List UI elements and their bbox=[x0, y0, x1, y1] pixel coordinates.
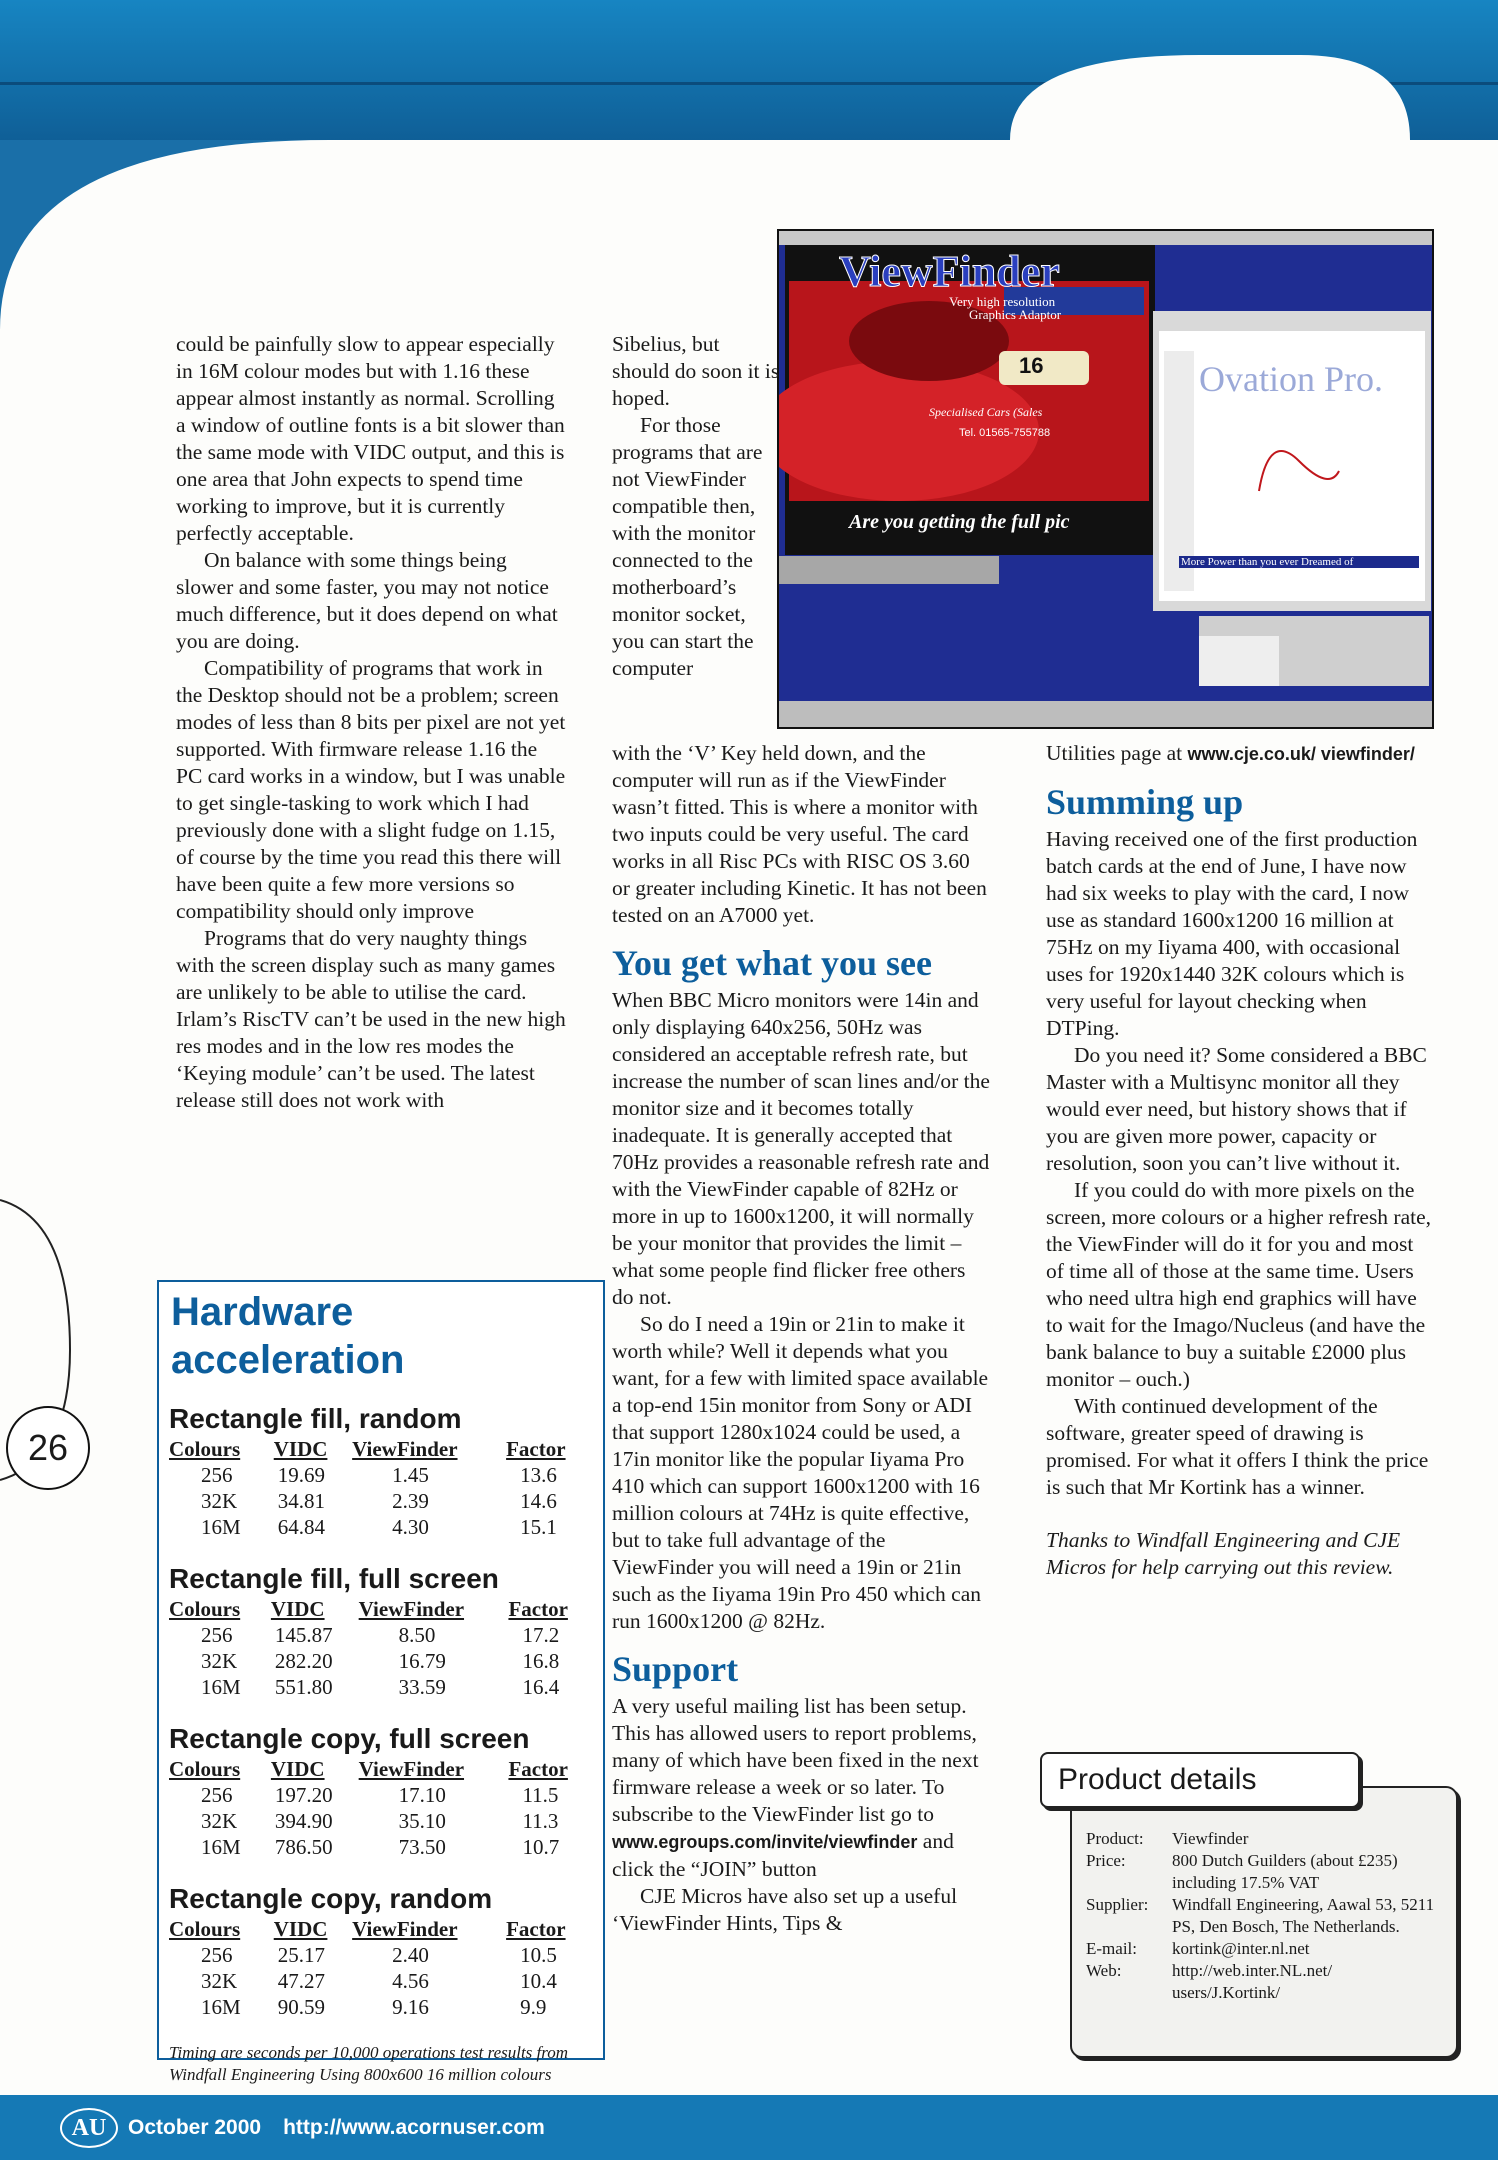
hardware-column-header: Colours bbox=[169, 1757, 241, 1781]
col1-para-2: On balance with some things being slower and some faster, you may not notice much difference, but it does depend on what you are doing. bbox=[176, 548, 558, 653]
col2-top-para-1: Sibelius, but should do soon it is hoped. bbox=[612, 332, 780, 410]
product-row bbox=[1086, 1960, 1444, 2004]
col3-para-3: If you could do with more pixels on the screen, more colours or a higher refresh rate, the ViewFinder will do it for you and most of time all of those at the same time. Users who need ultra high end graphics will have to wait for the Imago/Nucleus (and have the bank balance to buy a suitable £2000 plus monitor – ouch.) bbox=[1046, 1178, 1432, 1391]
table-cell: 197.20 bbox=[274, 1783, 333, 1807]
thanks-note: Thanks to Windfall Engineering and CJE Micros for help carrying out this review. bbox=[1046, 1528, 1401, 1579]
product-label: Supplier: bbox=[1086, 1895, 1149, 1914]
hardware-column-header: VIDC bbox=[273, 1917, 328, 1941]
table-cell: 32K bbox=[201, 1969, 238, 1993]
table-cell: 9.16 bbox=[392, 1995, 429, 2019]
hardware-sections bbox=[169, 1402, 593, 2020]
table-row bbox=[169, 1488, 593, 1514]
hardware-table bbox=[169, 1916, 593, 2020]
column-1 bbox=[176, 331, 566, 1114]
hardware-column-header: Colours bbox=[169, 1597, 241, 1621]
table-cell: 16.8 bbox=[522, 1649, 560, 1673]
table-cell: 73.50 bbox=[398, 1835, 446, 1859]
hardware-column-header: ViewFinder bbox=[358, 1597, 465, 1621]
table-row bbox=[169, 1834, 593, 1860]
product-details-title: Product details bbox=[1040, 1752, 1360, 1808]
table-row bbox=[169, 1514, 593, 1540]
hardware-section-title: Rectangle fill, full screen bbox=[169, 1563, 499, 1594]
hardware-table bbox=[169, 1436, 593, 1540]
product-value: 800 Dutch Guilders (about £235) including 17.5% VAT bbox=[1172, 1851, 1398, 1892]
table-cell: 256 bbox=[201, 1783, 233, 1807]
hardware-section-title: Rectangle copy, random bbox=[169, 1883, 493, 1914]
heading-support: Support bbox=[612, 1649, 739, 1689]
hardware-column-header: ViewFinder bbox=[352, 1917, 458, 1941]
table-cell: 16M bbox=[201, 1675, 241, 1699]
table-cell: 90.59 bbox=[277, 1995, 325, 2019]
table-cell: 10.7 bbox=[522, 1835, 560, 1859]
hardware-title: Hardware acceleration bbox=[171, 1290, 405, 1382]
hardware-column-header: ViewFinder bbox=[352, 1437, 458, 1461]
table-cell: 10.4 bbox=[520, 1969, 557, 1993]
hardware-column-header: VIDC bbox=[270, 1597, 325, 1621]
hardware-table bbox=[169, 1596, 593, 1700]
table-cell: 9.9 bbox=[520, 1995, 547, 2019]
col3-para-4: With continued development of the software, greater speed of drawing is promised. For what it offers I think the price is such that Mr Kortink has a winner. bbox=[1046, 1394, 1429, 1499]
table-row bbox=[169, 1968, 593, 1994]
col2-intro: with the ‘V’ Key held down, and the computer will run as if the ViewFinder wasn’t fitted. This is where a monitor with two inputs could be very useful. The card works in all Risc PCs with RISC OS 3.60 or greater including Kinetic. It has not been tested on an A7000 yet. bbox=[612, 741, 987, 927]
col2-para-1: When BBC Micro monitors were 14in and only displaying 640x256, 50Hz was considered an acceptable refresh rate, but increase the number of scan lines and/or the monitor size and it becomes totally inadequate. It is generally accepted that 70Hz provides a reasonable refresh rate and with the ViewFinder capable of 82Hz or more in up to 1600x1200, it will normally be your monitor that provides the limit – what some people find flicker free others do not. bbox=[612, 988, 990, 1309]
hardware-column-header: VIDC bbox=[273, 1437, 328, 1461]
table-cell: 145.87 bbox=[274, 1623, 333, 1647]
screenshot-car-tel: Tel. 01565-755788 bbox=[959, 427, 1051, 439]
cje-link[interactable]: www.cje.co.uk/ viewfinder/ bbox=[1187, 744, 1415, 764]
table-cell: 11.5 bbox=[522, 1783, 559, 1807]
product-value: Windfall Engineering, Aawal 53, 5211 PS, Den Bosch, The Netherlands. bbox=[1172, 1895, 1435, 1936]
table-row bbox=[169, 1622, 593, 1648]
table-cell: 16.4 bbox=[522, 1675, 560, 1699]
col3-para-2: Do you need it? Some considered a BBC Master with a Multisync monitor all they would ever need, but history shows that if you are given more power, capacity or resolution, soon you can’t live without it. bbox=[1046, 1043, 1427, 1175]
column-2 bbox=[612, 740, 990, 1937]
table-cell: 786.50 bbox=[274, 1835, 333, 1859]
table-cell: 64.84 bbox=[277, 1515, 325, 1539]
table-cell: 256 bbox=[201, 1623, 233, 1647]
table-cell: 17.2 bbox=[522, 1623, 560, 1647]
col1-para-4: Programs that do very naughty things with the screen display such as many games are unlikely to be able to utilise the card. Irlam’s RiscTV can’t be used in the new high res modes and in the low res modes the ‘Keying module’ can’t be used. The latest release still does not work with bbox=[176, 926, 566, 1112]
col2-para-2: So do I need a 19in or 21in to make it worth while? Well it depends what you want, for a few with limited space available a top-end 15in monitor from Sony or ADI that support 1280x1024 could be used, a 17in monitor like the popular Iiyama Pro 410 which can support 1600x1200 with 16 million colours at 74Hz is quite effective, but to take full advantage of the ViewFinder you will need a 19in or 21in such as the Iiyama 19in Pro 450 which can run 1600x1200 @ 82Hz. bbox=[612, 1312, 989, 1633]
table-cell: 19.69 bbox=[277, 1463, 325, 1487]
hardware-column-header: Colours bbox=[169, 1917, 241, 1941]
col1-para-3: Compatibility of programs that work in the Desktop should not be a problem; screen modes of less than 8 bits per pixel are not yet supported. With firmware release 1.16 the PC card works in a window, but I was unable to get single-tasking to work which I had previously done with a slight fudge on 1.15, of course by the time you read this there will have been quite a few more versions so compatibility should only improve bbox=[176, 656, 566, 923]
table-row bbox=[169, 1942, 593, 1968]
col2-para-3 bbox=[612, 1693, 990, 1883]
product-label: Web: bbox=[1086, 1961, 1122, 1980]
table-cell: 256 bbox=[201, 1943, 233, 1967]
hardware-column-header: Colours bbox=[169, 1437, 241, 1461]
hardware-section bbox=[169, 1402, 593, 1540]
product-row bbox=[1086, 1894, 1444, 1938]
col3-intro bbox=[1046, 740, 1436, 768]
hardware-column-header: Factor bbox=[506, 1917, 566, 1941]
heading-summing-up: Summing up bbox=[1046, 782, 1244, 822]
table-cell: 32K bbox=[201, 1649, 238, 1673]
screenshot-tagline: Are you getting the full pic bbox=[849, 511, 1070, 533]
table-cell: 34.81 bbox=[277, 1489, 325, 1513]
col2-top-para-2: For those programs that are not ViewFinder compatible then, with the monitor connected to the motherboard’s monitor socket, you can start the computer bbox=[612, 413, 763, 680]
table-cell: 10.5 bbox=[520, 1943, 557, 1967]
product-label: E-mail: bbox=[1086, 1939, 1137, 1958]
col3-intro-text: Utilities page at bbox=[1046, 741, 1183, 765]
table-cell: 282.20 bbox=[274, 1649, 333, 1673]
col2-para-3-text: A very useful mailing list has been setup. This has allowed users to report problems, many of which have been fixed in the next firmware release a week or so later. To subscribe to the ViewFinder list go to bbox=[612, 1694, 979, 1826]
table-cell: 256 bbox=[201, 1463, 233, 1487]
product-row bbox=[1086, 1938, 1444, 1960]
table-cell: 394.90 bbox=[274, 1809, 333, 1833]
col2-para-4: CJE Micros have also set up a useful ‘ViewFinder Hints, Tips & bbox=[612, 1884, 958, 1935]
screenshot-dtp-title: Ovation Pro. bbox=[1199, 359, 1383, 399]
table-cell: 16M bbox=[201, 1995, 241, 2019]
product-details-box bbox=[1070, 1786, 1458, 2058]
table-row bbox=[169, 1782, 593, 1808]
table-cell: 13.6 bbox=[520, 1463, 557, 1487]
screenshot-subtitle1: Very high resolution bbox=[949, 294, 1056, 309]
hardware-section-title: Rectangle fill, random bbox=[169, 1403, 462, 1434]
col1-para-1: could be painfully slow to appear especially in 16M colour modes but with 1.16 these appear almost instantly as normal. Scrolling a window of outline fonts is a bit slower than the same mode with VIDC output, and this is one area that John expects to spend time working to improve, but it is currently perfectly acceptable. bbox=[176, 332, 565, 545]
table-row bbox=[169, 1808, 593, 1834]
product-details bbox=[1040, 1752, 1435, 2058]
table-cell: 16.79 bbox=[398, 1649, 446, 1673]
viewfinder-screenshot bbox=[777, 229, 1434, 729]
product-label: Product: bbox=[1086, 1829, 1144, 1848]
table-row bbox=[169, 1994, 593, 2020]
egroups-link[interactable]: www.egroups.com/invite/viewfinder bbox=[612, 1832, 918, 1852]
table-cell: 15.1 bbox=[520, 1515, 557, 1539]
hardware-acceleration-box bbox=[157, 1280, 605, 2084]
table-cell: 1.45 bbox=[392, 1463, 429, 1487]
hardware-column-header: Factor bbox=[508, 1757, 568, 1781]
footer bbox=[60, 2108, 567, 2148]
product-row bbox=[1086, 1850, 1444, 1894]
hardware-section bbox=[169, 1722, 593, 1860]
hardware-column-header: VIDC bbox=[270, 1757, 325, 1781]
table-cell: 551.80 bbox=[274, 1675, 333, 1699]
hardware-note: Timing are seconds per 10,000 operations test results from Windfall Engineering Using 800x600 16 million colours bbox=[169, 2043, 569, 2084]
hardware-table bbox=[169, 1756, 593, 1860]
table-cell: 17.10 bbox=[398, 1783, 446, 1807]
footer-date: October 2000 bbox=[128, 2115, 262, 2139]
table-cell: 32K bbox=[201, 1489, 238, 1513]
table-cell: 4.56 bbox=[392, 1969, 429, 1993]
footer-url[interactable]: http://www.acornuser.com bbox=[283, 2115, 545, 2139]
table-cell: 35.10 bbox=[398, 1809, 446, 1833]
screenshot-car-text: Specialised Cars (Sales bbox=[929, 405, 1043, 419]
column-3 bbox=[1046, 740, 1436, 1581]
table-cell: 11.3 bbox=[522, 1809, 559, 1833]
hardware-column-header: ViewFinder bbox=[358, 1757, 465, 1781]
col2-para-3-end: and click the “JOIN” button bbox=[612, 1829, 954, 1881]
product-label: Price: bbox=[1086, 1851, 1126, 1870]
table-cell: 8.50 bbox=[398, 1623, 436, 1647]
table-cell: 14.6 bbox=[520, 1489, 557, 1513]
table-cell: 25.17 bbox=[277, 1943, 325, 1967]
product-value[interactable]: http://web.inter.NL.net/ users/J.Kortink/ bbox=[1172, 1961, 1333, 2002]
table-cell: 2.40 bbox=[392, 1943, 429, 1967]
hardware-section bbox=[169, 1882, 593, 2020]
acorn-user-logo: AU bbox=[60, 2108, 118, 2148]
table-row bbox=[169, 1462, 593, 1488]
table-cell: 4.30 bbox=[392, 1515, 429, 1539]
table-row bbox=[169, 1648, 593, 1674]
screenshot-subtitle2: Graphics Adaptor bbox=[969, 307, 1062, 322]
screenshot-dtp-banner: More Power than you ever Dreamed of bbox=[1181, 556, 1354, 568]
screenshot-logo: ViewFinder bbox=[839, 247, 1060, 296]
table-row bbox=[169, 1674, 593, 1700]
hardware-column-header: Factor bbox=[506, 1437, 566, 1461]
table-cell: 16M bbox=[201, 1515, 241, 1539]
heading-you-get-what-you-see: You get what you see bbox=[612, 943, 932, 983]
column-2-top bbox=[612, 331, 782, 682]
hardware-column-header: Factor bbox=[508, 1597, 568, 1621]
table-cell: 32K bbox=[201, 1809, 238, 1833]
table-cell: 2.39 bbox=[392, 1489, 429, 1513]
product-row bbox=[1086, 1828, 1444, 1850]
table-cell: 16M bbox=[201, 1835, 241, 1859]
hardware-section bbox=[169, 1562, 593, 1700]
col3-para-1: Having received one of the first production batch cards at the end of June, I have now had six weeks to play with the card, I now use as standard 1600x1200 16 million at 75Hz on my Iiyama 400, with occasional uses for 1920x1440 32K colours which is very useful for layout checking when DTPing. bbox=[1046, 827, 1418, 1040]
screenshot-car-number: 16 bbox=[1019, 353, 1044, 378]
page-number: 26 bbox=[6, 1406, 90, 1490]
product-value: Viewfinder bbox=[1172, 1829, 1249, 1848]
table-cell: 47.27 bbox=[277, 1969, 325, 1993]
table-cell: 33.59 bbox=[398, 1675, 446, 1699]
hardware-section-title: Rectangle copy, full screen bbox=[169, 1723, 530, 1754]
product-value[interactable]: kortink@inter.nl.net bbox=[1172, 1939, 1310, 1958]
